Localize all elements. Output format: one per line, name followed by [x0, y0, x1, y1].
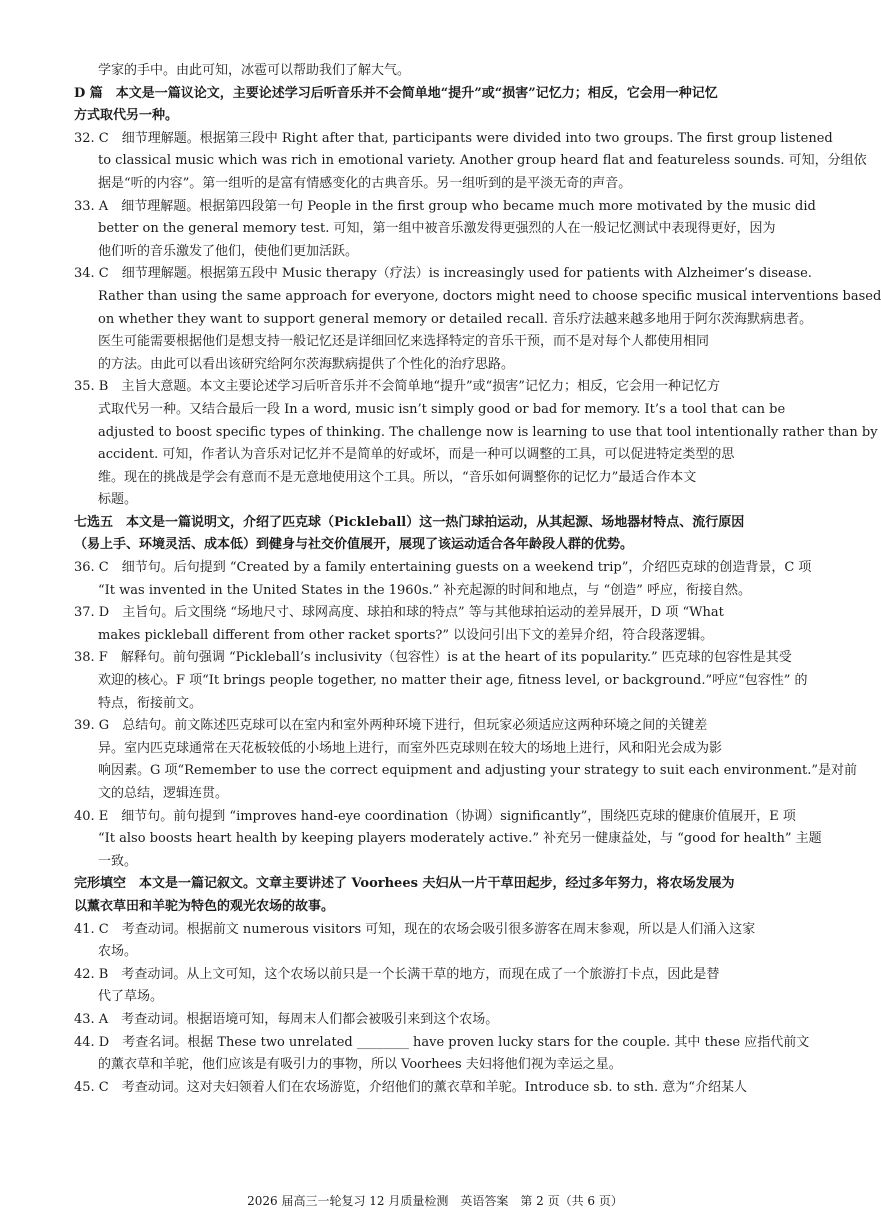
answer-line: 34. C 细节理解题。根据第五段中 Music therapy（疗法）is increasingly used for patients with Alzheimer’s disease.	[74, 266, 812, 282]
answer-43	[74, 1009, 800, 1032]
answer-line: “It was invented in the United States in the 1960s.” 补充起源的时间和地点，与 “创造” 呼应，衔接自然。	[98, 582, 751, 598]
answer-line: 37. D 主旨句。后文围绕 “场地尺寸、球网高度、球拍和球的特点” 等与其他球拍运动的差异展开，D 项 “What	[74, 605, 724, 621]
answer-line: 的薰衣草和羊驼，他们应该是有吸引力的事物，所以 Voorhees 夫妇将他们视为幸运之星。	[98, 1057, 622, 1073]
section-line: 以薰衣草田和羊驼为特色的观光农场的故事。	[74, 898, 335, 914]
answer-44	[74, 1032, 810, 1077]
answer-line: “It also boosts heart health by keeping players moderately active.” 补充另一健康益处，与 “good for health” 主题	[98, 831, 822, 847]
answer-34	[74, 263, 881, 376]
section-line: 完形填空 本文是一篇记叙文。文章主要讲述了 Voorhees 夫妇从一片干草田起步，经过多年努力，将农场发展为	[74, 876, 735, 892]
answer-line: 42. B 考查动词。从上文可知，这个农场以前只是一个长满干草的地方，而现在成了一个旅游打卡点，因此是替	[74, 966, 720, 982]
answer-line: 他们听的音乐激发了他们，使他们更加活跃。	[98, 243, 359, 259]
answer-36	[74, 557, 812, 602]
answer-line: 特点，衔接前文。	[98, 695, 203, 711]
answer-line: 的方法。由此可以看出该研究给阿尔茨海默病提供了个性化的治疗思路。	[98, 356, 515, 372]
answer-line: 32. C 细节理解题。根据第三段中 Right after that, participants were divided into two groups. The first group listened	[74, 130, 833, 146]
answer-40	[74, 806, 822, 874]
answer-37	[74, 602, 800, 647]
answer-line: 44. D 考查名词。根据 These two unrelated ________ have proven lucky stars for the couple. 其中 these 应指代前文	[74, 1034, 810, 1050]
cloze-summary	[74, 873, 800, 918]
answer-line: on whether they want to support general memory or detailed recall. 音乐疗法越来越多地用于阿尔茨海默病患者。	[98, 311, 813, 327]
page-footer: 2026 届高三一轮复习 12 月质量检测 英语答案 第 2 页（共 6 页）	[247, 1194, 623, 1208]
answer-line: 据是“听的内容”。第一组听的是富有情感变化的古典音乐。另一组听到的是平淡无奇的声音。	[98, 175, 632, 191]
intro-tail: 学家的手中。由此可知，冰雹可以帮助我们了解大气。	[98, 63, 411, 78]
answer-line: to classical music which was rich in emotional variety. Another group heard flat and featureless sounds. 可知，分组依	[98, 153, 867, 169]
answer-line: 39. G 总结句。前文陈述匹克球可以在室内和室外两种环境下进行，但玩家必须适应这两种环境之间的关键差	[74, 718, 708, 734]
answer-line: 38. F 解释句。前句强调 “Pickleball’s inclusivity（包容性）is at the heart of its popularity.” 匹克球的包容性是其受	[74, 650, 792, 666]
answer-line: 43. A 考查动词。根据语境可知，每周末人们都会被吸引来到这个农场。	[74, 1011, 499, 1027]
answer-line: 异。室内匹克球通常在天花板较低的小场地上进行，而室外匹克球则在较大的场地上进行，风和阳光会成为影	[98, 740, 723, 756]
answer-line: 35. B 主旨大意题。本文主要论述学习后听音乐并不会简单地“提升”或“损害”记忆力；相反，它会用一种记忆方	[74, 379, 720, 395]
answer-41	[74, 919, 800, 964]
answer-line: better on the general memory test. 可知，第一组中被音乐激发得更强烈的人在一般记忆测试中表现得更好，因为	[98, 221, 776, 237]
answer-42	[74, 964, 800, 1009]
d-section-line: 方式取代另一种。	[74, 108, 179, 124]
answer-39	[74, 715, 858, 805]
answer-line: adjusted to boost specific types of thinking. The challenge now is learning to use that tool intentionally rather than by	[98, 424, 878, 440]
answer-33	[74, 196, 816, 264]
answer-32	[74, 128, 867, 196]
answer-line: 式取代另一种。又结合最后一段 In a word, music isn’t simply good or bad for memory. It’s a tool that can be	[98, 401, 786, 417]
answer-line: 农场。	[98, 944, 138, 960]
section-line: 七选五 本文是一篇说明文，介绍了匹克球（Pickleball）这一热门球拍运动，从其起源、场地器材特点、流行原因	[74, 514, 745, 530]
answer-line: 医生可能需要根据他们是想支持一般记忆还是详细回忆来选择特定的音乐干预，而不是对每个人都使用相同	[98, 334, 710, 350]
answer-line: 45. C 考查动词。这对夫妇领着人们在农场游览，介绍他们的薰衣草和羊驼。Introduce sb. to sth. 意为“介绍某人	[74, 1079, 747, 1095]
answer-line: 一致。	[98, 853, 138, 869]
answer-line: 文的总结，逻辑连贯。	[98, 786, 229, 801]
answer-line: 40. E 细节句。前句提到 “improves hand-eye coordination（协调）significantly”，围绕匹克球的健康价值展开，E 项	[74, 808, 796, 824]
answer-line: Rather than using the same approach for everyone, doctors might need to choose specific musical interventions based	[98, 288, 881, 304]
answer-45	[74, 1077, 800, 1100]
section-line: （易上手、环境灵活、成本低）到健身与社交价值展开，展现了该运动适合各年龄段人群的优势。	[74, 537, 634, 553]
d-section-summary	[74, 83, 800, 128]
seven-choose-five-summary	[74, 512, 800, 557]
answer-line: makes pickleball different from other racket sports?” 以设问引出下文的差异介绍，符合段落逻辑。	[98, 627, 714, 643]
answer-line: 33. A 细节理解题。根据第四段第一句 People in the first group who became much more motivated by the music did	[74, 198, 816, 214]
answer-line: 代了草场。	[98, 989, 164, 1005]
answer-line: 36. C 细节句。后句提到 “Created by a family entertaining guests on a weekend trip”，介绍匹克球的创造背景，C 项	[74, 560, 812, 576]
answer-line: 响因素。G 项“Remember to use the correct equipment and adjusting your strategy to suit each environment.”是对前	[98, 763, 858, 779]
answer-35	[74, 376, 878, 512]
answer-line: 欢迎的核心。F 项“It brings people together, no matter their age, fitness level, or background.”呼应“包容性” 的	[98, 673, 808, 689]
answer-line: accident. 可知，作者认为音乐对记忆并不是简单的好或坏，而是一种可以调整的工具，可以促进特定类型的思	[98, 447, 735, 463]
d-section-line: D 篇 本文是一篇议论文，主要论述学习后听音乐并不会简单地“提升”或“损害”记忆力；相反，它会用一种记忆	[74, 85, 718, 101]
answer-line: 41. C 考查动词。根据前文 numerous visitors 可知，现在的农场会吸引很多游客在周末参观，所以是人们涌入这家	[74, 921, 756, 937]
answer-line: 标题。	[98, 492, 138, 508]
answer-line: 维。现在的挑战是学会有意而不是无意地使用这个工具。所以，“音乐如何调整你的记忆力”最适合作本文	[98, 469, 697, 485]
answer-38	[74, 647, 808, 715]
